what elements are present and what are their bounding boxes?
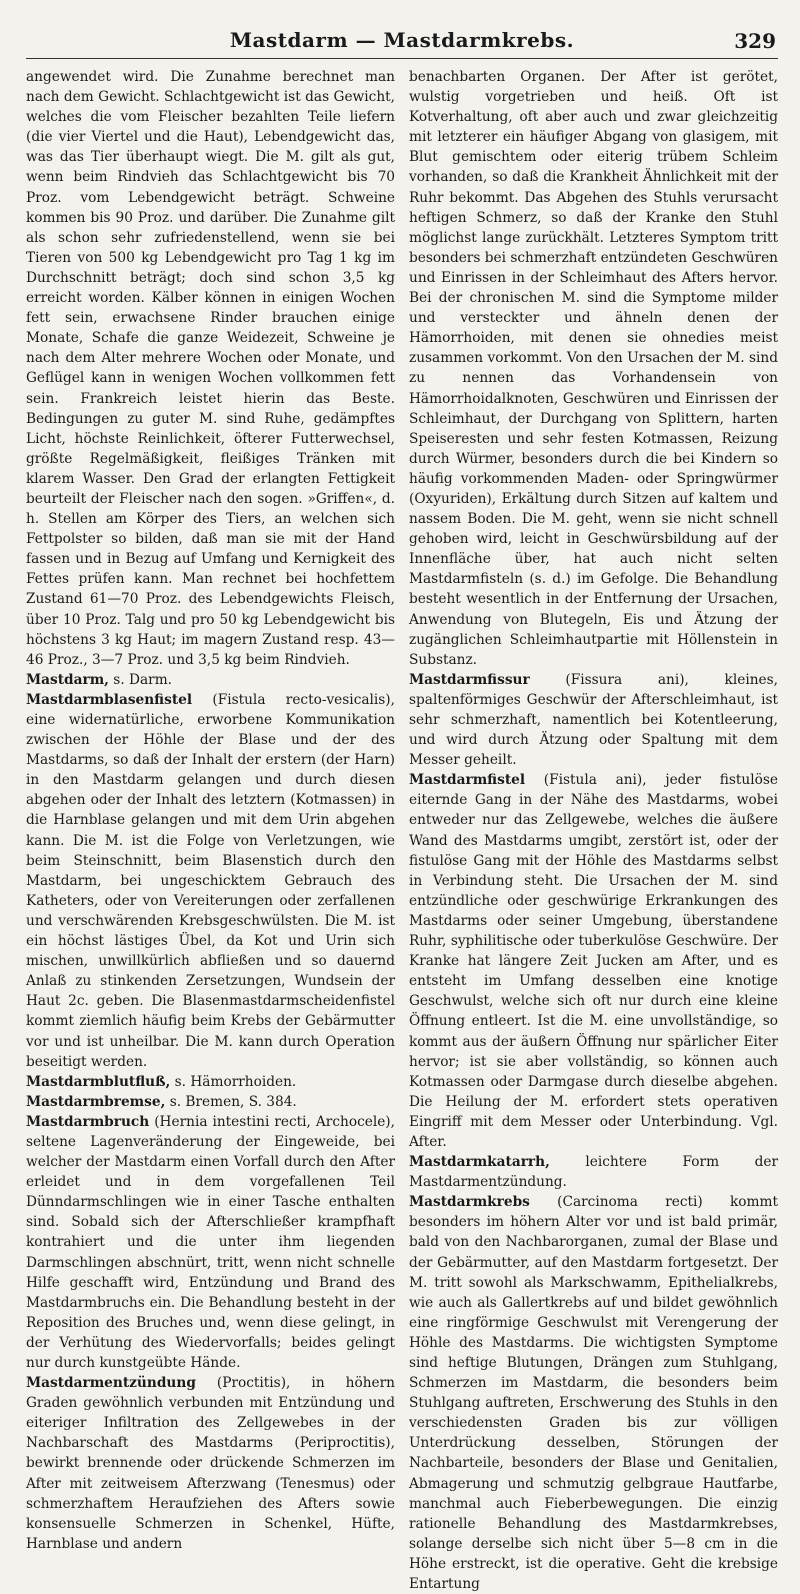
entry-mastdarmbremse: Mastdarmbremse, s. Bremen, S. 384. bbox=[26, 1093, 297, 1110]
entry-mastdarmbruch: Mastdarmbruch (Hernia intestini recti, Archocele), seltene Lagenveränderung der Eingeweide, bei welcher der Mastdarm einen Vorfall durch den After erleidet und in dem vorgefallenen Teil Dünndarmschlingen wie in einer Tasche enthalten sind. Sobald sich der Afterschließer krampfhaft kontrahiert und die unter ihm liegenden Darmschlingen abschnürt, tritt, wenn nicht schnelle Hilfe geschafft wird, Entzündung und Brand des Mastdarmbruchs ein. Die Behandlung besteht in der Reposition des Bruches und, wenn diese gelingt, in der Verhütung des Wiedervorfalls; beides gelingt nur durch kunstgeübte Hände. bbox=[26, 1113, 395, 1371]
headword: Mastdarmblutfluß, bbox=[26, 1073, 171, 1090]
entry-mastdarmkrebs: Mastdarmkrebs (Carcinoma recti) kommt besonders im höhern Alter vor und ist bald primär, bald von den Nachbarorganen, zumal der Blase und der Gebärmutter, auf den Mastdarm fortgesetzt. Der M. tritt sowohl als Markschwamm, Epithelialkrebs, wie auch als Gallertkrebs auf und bildet gewöhnlich eine ringförmige Geschwulst mit Verengerung der Höhle des Mastdarms. Die wichtigsten Symptome sind heftige Blutungen, Drängen zum Stuhlgang, Schmerzen im Mastdarm, die besonders beim Stuhlgang auftreten, Erschwerung des Stuhls in den verschiedensten Graden bis zur völligen Unterdrückung desselben, Störungen der Nachbarteile, besonders der Blase und Genitalien, Abmagerung und schmutzig gelbgraue Hautfarbe, manchmal auch Fieberbewegungen. Die einzig rationelle Behandlung des Mastdarmkrebses, solange derselbe sich nicht über 5—8 cm in die Höhe erstreckt, ist die operative. Geht die krebsige Entartung bbox=[409, 1194, 778, 1593]
entry-mastdarmfistel: Mastdarmfistel (Fistula ani), jeder fistulöse eiternde Gang in der Nähe des Mastdarms, wobei entweder nur das Zellgewebe, welches die äußere Wand des Mastdarms umgibt, zerstört ist, oder der fistulöse Gang mit der Höhle des Mastdarms selbst in Verbindung steht. Die Ursachen der M. sind entzündliche oder geschwürige Erkrankungen des Mastdarms oder seiner Umgebung, überstandene Ruhr, syphilitische oder tuberkulöse Geschwüre. Der Kranke hat längere Zeit Jucken am After, und es entsteht im Umfang desselben eine knotige Geschwulst, welche sich oft nur durch eine kleine Öffnung entleert. Ist die M. eine unvollständige, so kommt aus der äußern Öffnung nur spärlicher Eiter hervor; ist sie aber vollständig, so können auch Kotmassen oder Darmgase durch dieselbe abgehen. Die Heilung der M. erfordert stets operativen Eingriff mit dem Messer oder Unterbindung. Vgl. After. bbox=[409, 772, 778, 1150]
entry-mastdarmfissur: Mastdarmfissur (Fissura ani), kleines, spaltenförmiges Geschwür der Afterschleimhaut, ist sehr schmerzhaft, namentlich bei Kotentleerung, und wird durch Ätzung oder Spaltung mit dem Messer geheilt. bbox=[409, 671, 778, 769]
page-header bbox=[26, 28, 778, 59]
headword: Mastdarmkatarrh, bbox=[409, 1154, 550, 1171]
headword: Mastdarmfistel bbox=[409, 772, 526, 789]
text-columns bbox=[26, 67, 778, 1594]
entry-mastdarmblutfluss: Mastdarmblutfluß, s. Hämorrhoiden. bbox=[26, 1073, 297, 1090]
entry-continuation: angewendet wird. Die Zunahme berechnet man nach dem Gewicht. Schlachtgewicht ist das Gewicht, welches die vom Fleischer bezahlten Teile liefern (die vier Viertel und die Haut), Lebendgewicht das, was das Tier überhaupt wiegt. Die M. gilt als gut, wenn beim Rindvieh das Schlachtgewicht bis 70 Proz. vom Lebendgewicht beträgt. Schweine kommen bis 90 Proz. und darüber. Die Zunahme gilt als schon sehr zufriedenstellend, wenn sie bei Tieren von 500 kg Lebendgewicht pro Tag 1 kg im Durchschnitt beträgt; doch sind schon 3,5 kg erreicht worden. Kälber können in einigen Wochen fett sein, erwachsene Rinder brauchen einige Monate, Schafe die ganze Weidezeit, Schweine je nach dem Alter mehrere Wochen oder Monate, und Geflügel kann in wenigen Wochen vollkommen fett sein. Frankreich leistet hierin das Beste. Bedingungen zu guter M. sind Ruhe, gedämpftes Licht, höchste Reinlichkeit, öfterer Futterwechsel, größte Regelmäßigkeit, fleißiges Tränken mit klarem Wasser. Den Grad der erlangten Fettigkeit beurteilt der Fleischer nach den sogen. »Griffen«, d. h. Stellen am Körper des Tiers, an welchen sich Fettpolster so bilden, daß man sie mit der Hand fassen und in Bezug auf Umfang und Kernigkeit des Fettes prüfen kann. Man rechnet bei hochfettem Zustand 61—70 Proz. des Lebendgewichts Fleisch, über 10 Proz. Talg und pro 50 kg Lebendgewicht bis höchstens 3 kg Haut; im magern Zustand resp. 43—46 Proz., 3—7 Proz. und 3,5 kg beim Rindvieh. bbox=[26, 69, 395, 668]
entry-mastdarmentzuendung: Mastdarmentzündung (Proctitis), in höhern Graden gewöhnlich verbunden mit Entzündung und eiteriger Infiltration des Zellgewebes in der Nachbarschaft des Mastdarms (Periproctitis), bewirkt brennende oder drückende Schmerzen im After mit zeitweisem Afterzwang (Tenesmus) oder schmerzhaftem Heraufziehen des Afters sowie konsensuelle Schmerzen in Schenkel, Hüfte, Harnblase und andern bbox=[26, 1375, 395, 1552]
headword: Mastdarm, bbox=[26, 671, 109, 688]
headword: Mastdarmbremse, bbox=[26, 1093, 166, 1110]
headword: Mastdarmkrebs bbox=[409, 1194, 530, 1211]
headword: Mastdarmbruch bbox=[26, 1113, 150, 1130]
entry-mastdarm: Mastdarm, s. Darm. bbox=[26, 671, 173, 688]
page-number: 329 bbox=[734, 29, 776, 53]
entry-mastdarmkatarrh: Mastdarmkatarrh, leichtere Form der Mastdarmentzündung. bbox=[409, 1154, 778, 1191]
headword: Mastdarmfissur bbox=[409, 671, 530, 688]
entry-continuation: benachbarten Organen. Der After ist gerötet, wulstig vorgetrieben und heiß. Oft ist Kotverhaltung, oft aber auch und zwar gleichzeitig mit letzterer ein häufiger Abgang von glasigem, mit Blut gemischtem oder eiterig trübem Schleim vorhanden, so daß die Krankheit Ähnlichkeit mit der Ruhr bekommt. Das Abgehen des Stuhls verursacht heftigen Schmerz, so daß der Kranke den Stuhl möglichst lange zurückhält. Letzteres Symptom tritt besonders bei schmerzhaft entzündeten Geschwüren und Einrissen in der Schleimhaut des Afters hervor. Bei der chronischen M. sind die Symptome milder und versteckter und ähneln denen der Hämorrhoiden, mit denen sie ohnedies meist zusammen vorkommt. Von den Ursachen der M. sind zu nennen das Vorhandensein von Hämorrhoidalknoten, Geschwüren und Einrissen der Schleimhaut, der Durchgang von Splittern, harten Speiseresten und sehr festen Kotmassen, Reizung durch Würmer, besonders durch die bei Kindern so häufig vorkommenden Maden- oder Springwürmer (Oxyuriden), Erkältung durch Sitzen auf kaltem und nassem Boden. Die M. geht, wenn sie nicht schnell gehoben wird, leicht in Geschwürsbildung auf der Innenfläche über, hat auch nicht selten Mastdarmfisteln (s. d.) im Gefolge. Die Behandlung besteht wesentlich in der Entfernung der Ursachen, Anwendung von Blutegeln, Eis und Ätzung der zugänglichen Schleimhautpartie mit Höllenstein in Substanz. bbox=[409, 69, 778, 668]
headword: Mastdarmentzündung bbox=[26, 1375, 196, 1392]
entry-mastdarmblasenfistel: Mastdarmblasenfistel (Fistula recto-vesicalis), eine widernatürliche, erworbene Kommunikation zwischen der Höhle der Blase und der des Mastdarms, so daß der Inhalt der erstern (der Harn) in den Mastdarm gelangen und durch diesen abgehen oder der Inhalt des letztern (Kotmassen) in die Harnblase gelangen und mit dem Urin abgehen kann. Die M. ist die Folge von Verletzungen, wie beim Steinschnitt, beim Blasenstich durch den Mastdarm, bei ungeschicktem Gebrauch des Katheters, oder von Vereiterungen oder zerfallenen und verschwärenden Krebsgeschwülsten. Die M. ist ein höchst lästiges Übel, da Kot und Urin sich mischen, unwillkürlich abfließen und so dauernd Anlaß zu stinkenden Zersetzungen, Wundsein der Haut 2c. geben. Die Blasenmastdarmscheidenfistel kommt ziemlich häufig beim Krebs der Gebärmutter vor und ist unheilbar. Die M. kann durch Operation beseitigt werden. bbox=[26, 691, 395, 1070]
running-title: Mastdarm — Mastdarmkrebs. bbox=[229, 28, 575, 52]
headword: Mastdarmblasenfistel bbox=[26, 691, 193, 708]
right-column bbox=[409, 67, 778, 1594]
left-column bbox=[26, 67, 395, 1594]
